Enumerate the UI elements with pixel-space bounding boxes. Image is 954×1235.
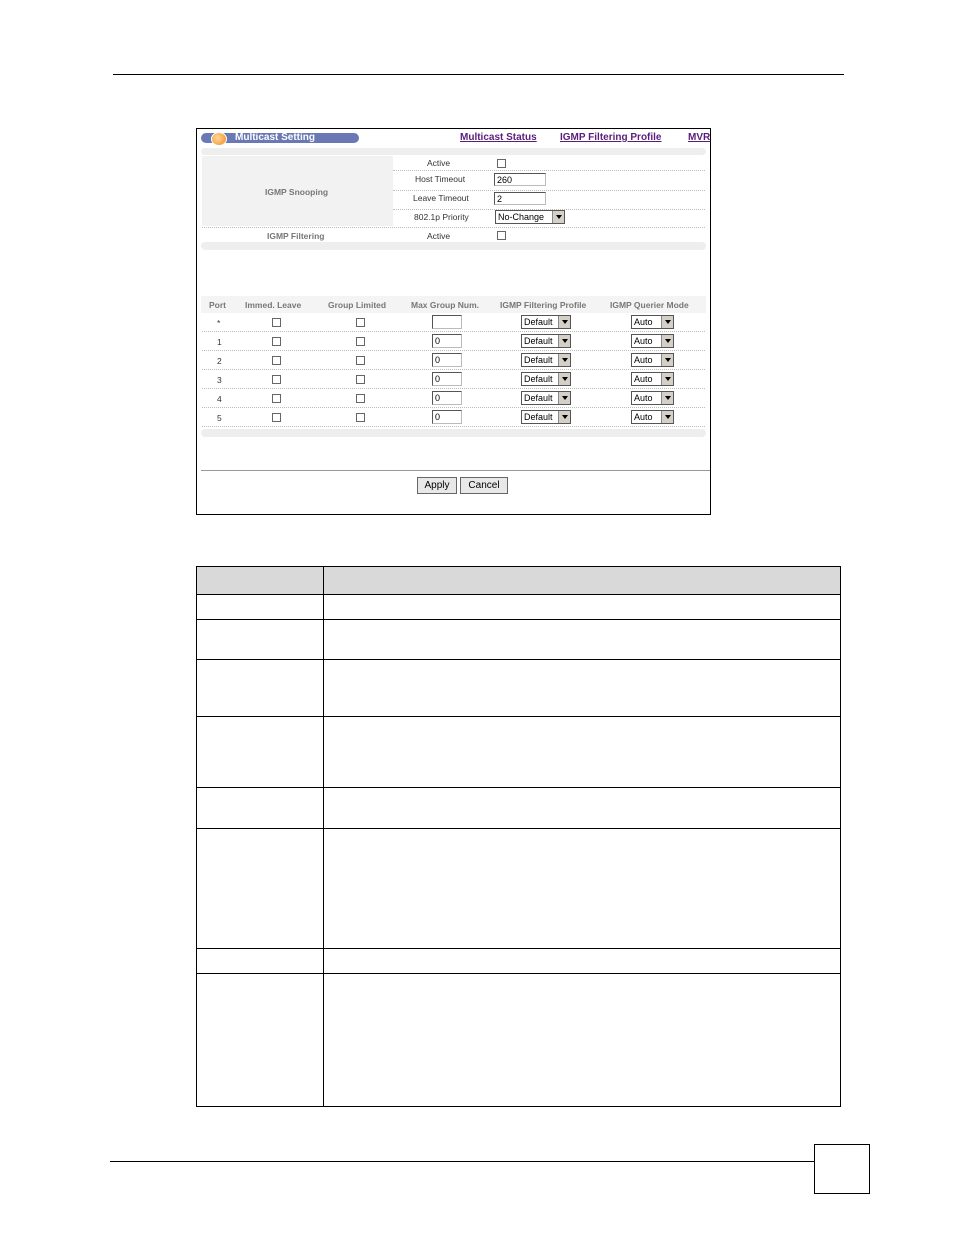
querier-mode-select[interactable] <box>631 353 674 367</box>
immed-leave-checkbox[interactable] <box>272 413 281 422</box>
row-divider <box>202 407 705 408</box>
igmp-snooping-label: IGMP Snooping <box>265 187 329 197</box>
table-row <box>197 787 840 788</box>
querier-mode-select[interactable] <box>631 372 674 386</box>
chevron-down-icon <box>558 373 570 385</box>
chevron-down-icon <box>558 392 570 404</box>
priority-select-value: No-Change <box>498 212 545 222</box>
filtering-profile-select[interactable] <box>521 372 571 386</box>
multicast-status-link[interactable]: Multicast Status <box>460 132 537 143</box>
igmp-filtering-active-checkbox[interactable] <box>497 231 506 240</box>
mode-value: Auto <box>634 393 653 403</box>
chevron-down-icon <box>661 335 673 347</box>
chevron-down-icon <box>661 373 673 385</box>
title-tab <box>201 133 359 143</box>
table-row <box>197 973 840 974</box>
section-bar <box>201 429 706 437</box>
mvr-link[interactable]: MVR <box>688 132 711 143</box>
profile-value: Default <box>524 412 553 422</box>
section-bar <box>201 148 706 155</box>
querier-mode-select[interactable] <box>631 410 674 424</box>
filtering-profile-select[interactable] <box>521 353 571 367</box>
max-group-input[interactable]: 0 <box>432 353 462 367</box>
chevron-down-icon <box>558 316 570 328</box>
filtering-profile-select[interactable] <box>521 334 571 348</box>
column-divider <box>323 567 324 1106</box>
col-immed-leave: Immed. Leave <box>245 300 302 310</box>
multicast-setting-panel <box>196 128 711 515</box>
table-row <box>197 828 840 829</box>
group-limited-checkbox[interactable] <box>356 413 365 422</box>
table-row <box>197 716 840 717</box>
table-row <box>197 659 840 660</box>
col-group-limited: Group Limited <box>328 300 387 310</box>
row-divider <box>202 369 705 370</box>
filtering-active-label: Active <box>427 231 451 241</box>
immed-leave-checkbox[interactable] <box>272 394 281 403</box>
profile-value: Default <box>524 374 553 384</box>
row-divider <box>202 426 705 427</box>
priority-select[interactable] <box>495 210 565 224</box>
panel-title: Multicast Setting <box>235 132 316 143</box>
filtering-profile-select[interactable] <box>521 391 571 405</box>
page-number-box <box>814 1144 870 1194</box>
immed-leave-checkbox[interactable] <box>272 318 281 327</box>
chevron-down-icon <box>661 354 673 366</box>
immed-leave-checkbox[interactable] <box>272 337 281 346</box>
row-divider <box>202 350 705 351</box>
table-header <box>197 567 840 594</box>
group-limited-checkbox[interactable] <box>356 394 365 403</box>
cancel-button[interactable]: Cancel <box>460 477 508 494</box>
mode-value: Auto <box>634 374 653 384</box>
button-bar-divider <box>201 470 710 471</box>
group-limited-checkbox[interactable] <box>356 318 365 327</box>
immed-leave-checkbox[interactable] <box>272 356 281 365</box>
max-group-input[interactable]: 0 <box>432 372 462 386</box>
chevron-down-icon <box>558 335 570 347</box>
group-limited-checkbox[interactable] <box>356 337 365 346</box>
mode-value: Auto <box>634 355 653 365</box>
table-row <box>197 948 840 949</box>
leave-timeout-label: Leave Timeout <box>413 193 469 203</box>
chevron-down-icon <box>552 211 564 223</box>
port-number: 3 <box>217 375 222 385</box>
chevron-down-icon <box>661 411 673 423</box>
port-number: 4 <box>217 394 222 404</box>
group-limited-checkbox[interactable] <box>356 375 365 384</box>
max-group-input[interactable] <box>432 315 462 329</box>
immed-leave-checkbox[interactable] <box>272 375 281 384</box>
filtering-profile-select[interactable] <box>521 315 571 329</box>
profile-value: Default <box>524 336 553 346</box>
querier-mode-select[interactable] <box>631 315 674 329</box>
chevron-down-icon <box>661 316 673 328</box>
section-bar <box>201 242 706 250</box>
field-description-table <box>196 566 841 1107</box>
col-max-group-num: Max Group Num. <box>411 300 480 310</box>
port-number: * <box>217 318 221 328</box>
col-igmp-querier-mode: IGMP Querier Mode <box>610 300 689 310</box>
igmp-snooping-active-checkbox[interactable] <box>497 159 506 168</box>
igmp-filtering-label: IGMP Filtering <box>267 231 325 241</box>
row-divider <box>202 331 705 332</box>
col-igmp-filtering-profile: IGMP Filtering Profile <box>500 300 587 310</box>
table-row <box>197 619 840 620</box>
active-label: Active <box>427 158 451 168</box>
footer-rule <box>110 1161 814 1162</box>
max-group-input[interactable]: 0 <box>432 410 462 424</box>
header-rule <box>113 74 844 75</box>
group-limited-checkbox[interactable] <box>356 356 365 365</box>
orange-bullet-icon <box>211 132 227 146</box>
profile-value: Default <box>524 355 553 365</box>
port-number: 1 <box>217 337 222 347</box>
max-group-input[interactable]: 0 <box>432 391 462 405</box>
igmp-filtering-profile-link[interactable]: IGMP Filtering Profile <box>560 132 662 143</box>
chevron-down-icon <box>558 354 570 366</box>
mode-value: Auto <box>634 412 653 422</box>
mode-value: Auto <box>634 317 653 327</box>
max-group-input[interactable]: 0 <box>432 334 462 348</box>
host-timeout-label: Host Timeout <box>415 174 466 184</box>
table-row <box>197 594 840 595</box>
host-timeout-input[interactable]: 260 <box>494 173 546 186</box>
profile-value: Default <box>524 317 553 327</box>
port-number: 2 <box>217 356 222 366</box>
row-divider <box>393 190 705 191</box>
querier-mode-select[interactable] <box>631 391 674 405</box>
querier-mode-select[interactable] <box>631 334 674 348</box>
chevron-down-icon <box>661 392 673 404</box>
row-divider <box>202 227 705 228</box>
row-divider <box>202 388 705 389</box>
port-number: 5 <box>217 413 222 423</box>
apply-button[interactable]: Apply <box>417 477 457 494</box>
filtering-profile-select[interactable] <box>521 410 571 424</box>
profile-value: Default <box>524 393 553 403</box>
priority-label: 802.1p Priority <box>414 212 469 222</box>
row-divider <box>393 170 705 171</box>
mode-value: Auto <box>634 336 653 346</box>
col-port: Port <box>209 300 226 310</box>
chevron-down-icon <box>558 411 570 423</box>
leave-timeout-input[interactable]: 2 <box>494 192 546 205</box>
